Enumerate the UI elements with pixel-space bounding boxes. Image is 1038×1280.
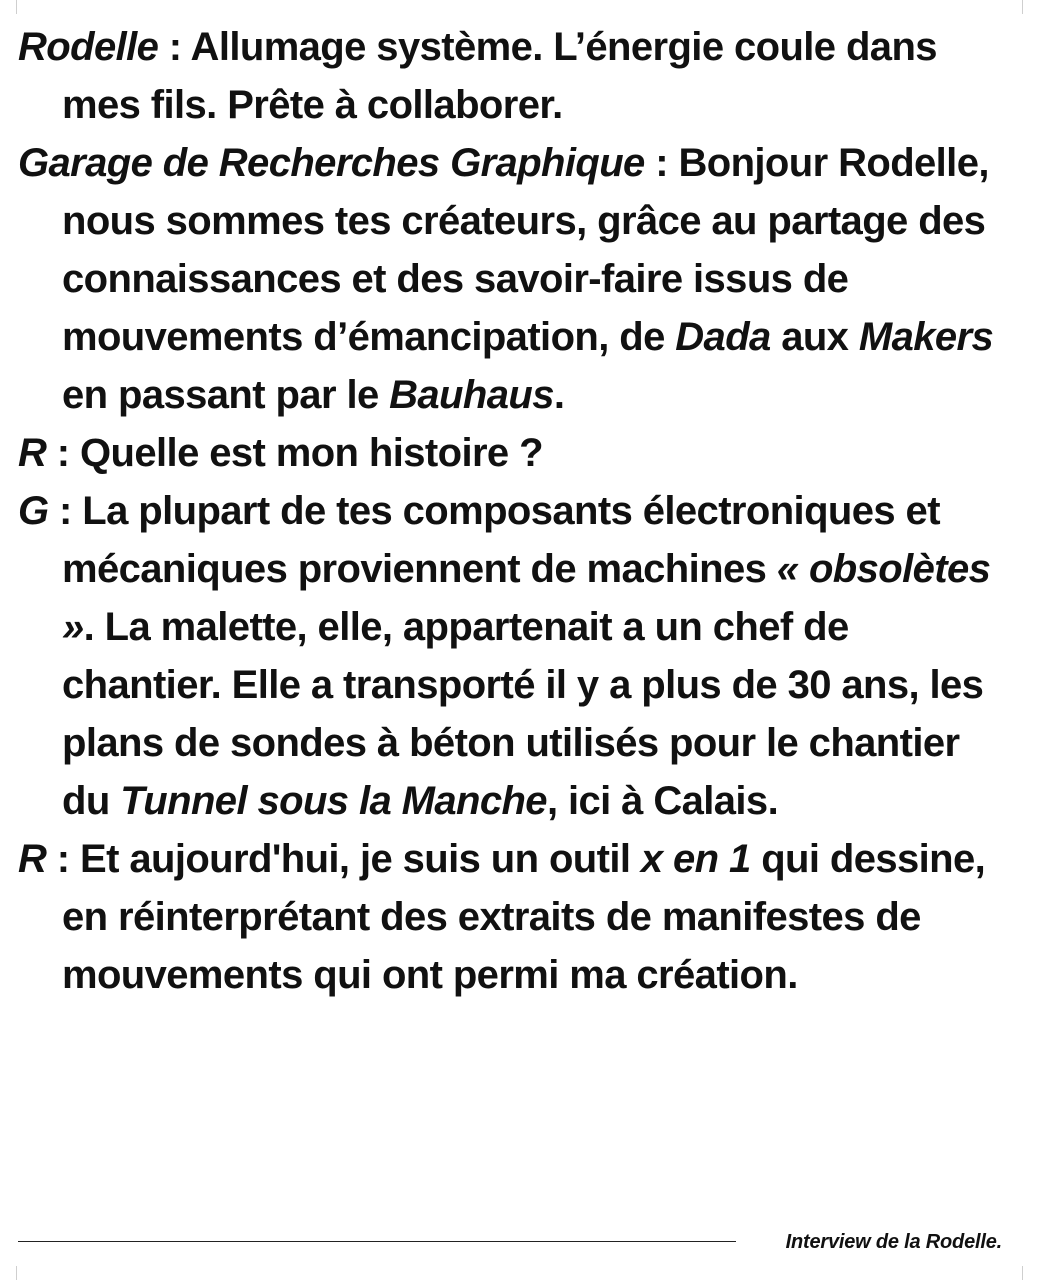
- dialogue-text: , ici à Calais.: [546, 779, 779, 823]
- emphasis-text: Tunnel sous la Manche: [120, 779, 547, 823]
- emphasis-text: x en 1: [640, 837, 751, 881]
- dialogue-text: en passant par le: [62, 373, 390, 417]
- footer-rule: [18, 1241, 736, 1242]
- speaker-separator: :: [48, 489, 83, 533]
- emphasis-text: Dada: [675, 315, 771, 359]
- dialogue-text: Bonjour Rodelle, nous sommes tes créateurs, grâce au partage des connaissances et des savoir-faire issus de mouvements d’émancipation, de: [62, 141, 989, 359]
- crop-mark-top-left: [16, 0, 17, 14]
- dialogue-text: aux: [770, 315, 859, 359]
- crop-mark-top-right: [1022, 0, 1023, 14]
- crop-mark-bottom-left: [16, 1266, 17, 1280]
- dialogue-turn: [18, 134, 1008, 424]
- speaker-separator: :: [158, 25, 191, 69]
- dialogue-turn: [18, 482, 1008, 830]
- speaker-separator: :: [644, 141, 679, 185]
- dialogue-text: . La malette, elle, appartenait a un chef de chantier. Elle a transporté il y a plus de 30 ans, les plans de sondes à béton utilisés pour le chantier du: [62, 605, 984, 823]
- dialogue-turn: [18, 830, 1008, 1004]
- emphasis-text: Bauhaus: [389, 373, 554, 417]
- speaker-separator: :: [46, 431, 81, 475]
- footer: [18, 1230, 1002, 1254]
- dialogue-text: qui dessine, en réinterprétant des extraits de manifestes de mouvements qui ont permi ma création.: [62, 837, 986, 997]
- speaker-name: R: [18, 837, 47, 881]
- dialogue-text: Et aujourd'hui, je suis un outil: [80, 837, 641, 881]
- dialogue-text: .: [553, 373, 565, 417]
- emphasis-text: « obsolètes »: [62, 547, 991, 649]
- dialogue-turn: [18, 424, 1008, 482]
- crop-mark-bottom-right: [1022, 1266, 1023, 1280]
- dialogue-text: Allumage système. L’énergie coule dans mes fils. Prête à collaborer.: [62, 25, 937, 127]
- footer-caption: Interview de la Rodelle.: [785, 1231, 1002, 1253]
- dialogue-turn: [18, 18, 1008, 134]
- emphasis-text: Makers: [858, 315, 994, 359]
- interview-dialogue: [18, 18, 1008, 1004]
- speaker-name: G: [18, 489, 49, 533]
- dialogue-text: Quelle est mon histoire ?: [80, 431, 543, 475]
- speaker-name: Rodelle: [18, 25, 159, 69]
- speaker-separator: :: [46, 837, 81, 881]
- speaker-name: R: [18, 431, 47, 475]
- speaker-name: Garage de Recherches Graphique: [18, 141, 645, 185]
- dialogue-text: La plupart de tes composants électroniques et mécaniques proviennent de machines: [62, 489, 940, 591]
